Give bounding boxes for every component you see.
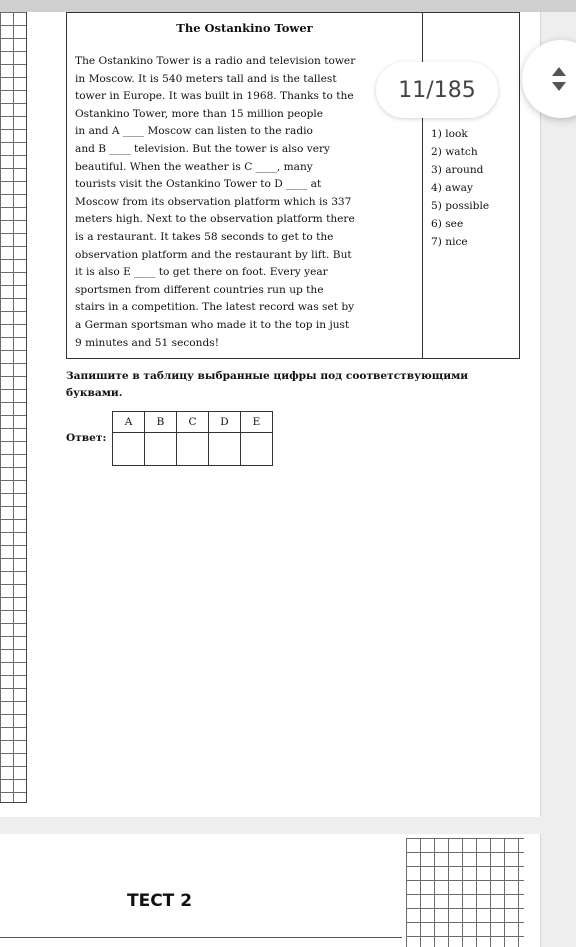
next-page-title: ТЕСТ 2 <box>127 891 193 911</box>
top-edge <box>0 0 576 12</box>
answer-header-a: A <box>113 412 145 433</box>
text-line: sportsmen from different countries run up the <box>75 283 324 296</box>
text-line: The Ostankino Tower is a radio and television tower <box>75 55 356 67</box>
answer-label: Ответ: <box>66 432 107 444</box>
answer-table <box>112 411 273 466</box>
answer-header-e: E <box>241 412 273 433</box>
option-item: 5) possible <box>431 200 490 212</box>
text-line: and B ____ television. But the tower is also very <box>75 142 331 155</box>
page-indicator: 11/185 <box>376 62 498 118</box>
answer-cell <box>241 433 273 466</box>
option-item: 6) see <box>431 218 464 230</box>
scroll-arrows-icon <box>544 64 574 94</box>
text-line: in and A ____ Moscow can listen to the radio <box>75 125 313 138</box>
left-grid-margin <box>0 12 27 803</box>
text-line: observation platform and the restaurant by lift. But <box>75 248 352 261</box>
answer-cell <box>145 433 177 466</box>
option-item: 2) watch <box>431 146 478 158</box>
option-item: 4) away <box>431 182 473 194</box>
option-item: 7) nice <box>431 236 468 248</box>
text-line: in Moscow. It is 540 meters tall and is the tallest <box>75 72 337 85</box>
answer-header-c: C <box>177 412 209 433</box>
text-line: a German sportsman who made it to the top in just <box>75 318 350 331</box>
answer-options <box>431 125 489 251</box>
reading-text <box>75 53 415 352</box>
text-line: beautiful. When the weather is C ____, many <box>75 160 313 173</box>
text-line: Moscow from its observation platform which is 337 <box>75 195 352 208</box>
text-line: it is also E ____ to get there on foot. Every year <box>75 266 328 279</box>
option-item: 1) look <box>431 128 468 140</box>
option-item: 3) around <box>431 164 484 176</box>
answer-cell <box>113 433 145 466</box>
answer-cell <box>209 433 241 466</box>
text-line: stairs in a competition. The latest record was set by <box>75 301 355 314</box>
next-page-rule <box>0 937 402 938</box>
text-title: The Ostankino Tower <box>176 21 313 35</box>
text-line: tourists visit the Ostankino Tower to D ____ at <box>75 178 322 191</box>
text-line: is a restaurant. It takes 58 seconds to get to the <box>75 230 334 243</box>
answer-header-d: D <box>209 412 241 433</box>
text-line: 9 minutes and 51 seconds! <box>75 336 219 349</box>
instruction-text: Запишите в таблицу выбранные цифры под соответствующими буквами. <box>66 370 469 399</box>
answer-cell <box>177 433 209 466</box>
text-line: Ostankino Tower, more than 15 million people <box>75 107 324 120</box>
answer-header-b: B <box>145 412 177 433</box>
right-grid-margin <box>406 838 524 947</box>
text-line: tower in Europe. It was built in 1968. Thanks to the <box>75 90 354 103</box>
text-line: meters high. Next to the observation platform there <box>75 213 355 226</box>
